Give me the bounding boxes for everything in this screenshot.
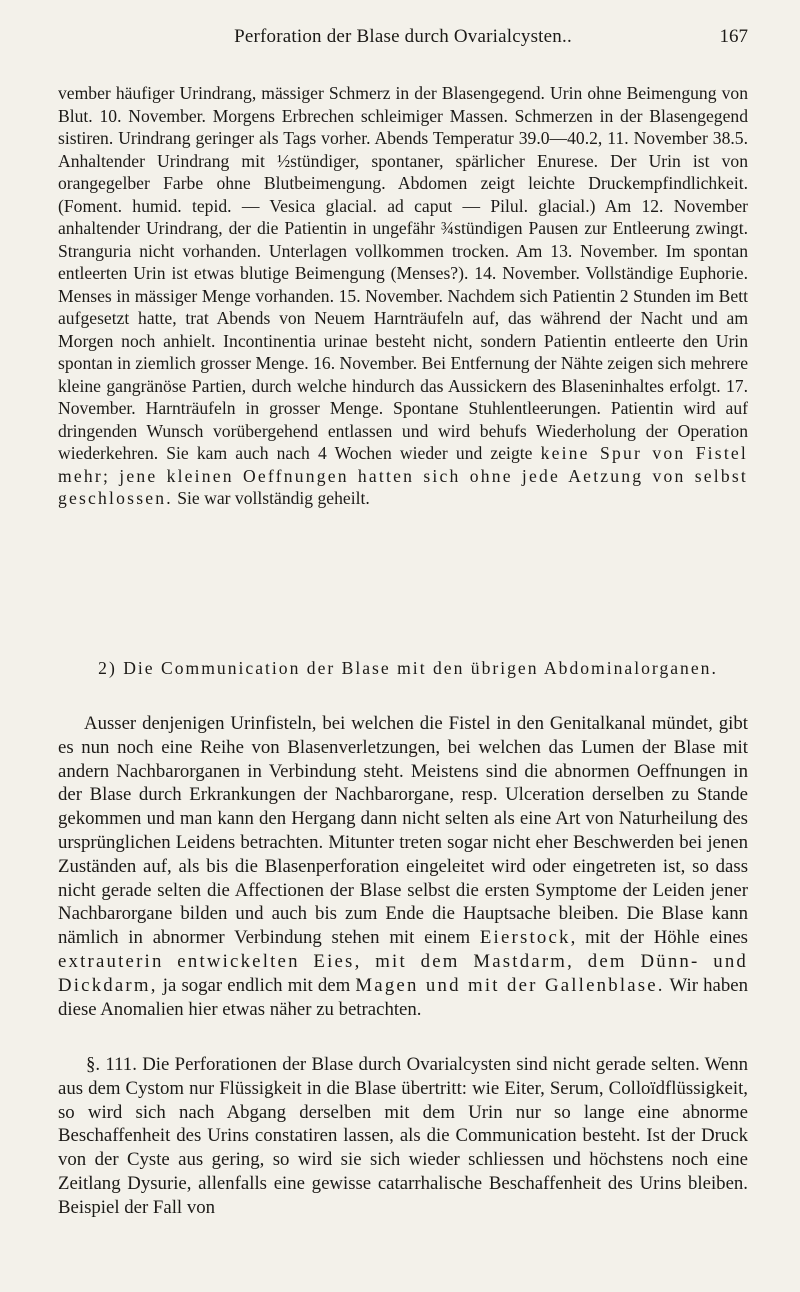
page-number: 167 <box>719 26 748 47</box>
intro-text-end: Wir haben diese Anomalien hier etwas näher zu betrachten. <box>58 974 748 1020</box>
case-report-text-main: vember häufiger Urindrang, mässiger Schmerz in der Blasengegend. Urin ohne Beimengung von Blut. 10. November. Morgens Erbrechen schleimiger Massen. Schmerzen in der Blasengegend sistiren. Urindrang geringer als Tags vorher. Abends Temperatur 39.0—40.2, 11. November 38.5. Anhaltender Urindrang mit ½stündiger, spontaner, spärlicher Enurese. Der Urin ist von orangegelber Farbe ohne Blutbeimengung. Abdomen zeigt leichte Druckempfindlichkeit. (Foment. humid. tepid. — Vesica glacial. ad caput — Pilul. glacial.) Am 12. November anhaltender Urindrang, der die Patientin in ungefähr ¾stündigen Pausen zur Entleerung zwingt. Stranguria nicht vorhanden. Unterlagen vollkommen trocken. Am 13. November. Im spontan entleerten Urin ist etwas blutige Beimengung (Menses?). 14. November. Vollständige Euphorie. Menses in mässiger Menge vorhanden. 15. November. Nachdem sich Patientin 2 Stunden im Bett aufgesetzt hatte, trat Abends von Neuem Harnträufeln auf, das während der Nacht und am Morgen noch anhielt. Incontinentia urinae besteht nicht, sondern Patientin entleerte den Urin spontan in ziemlich grosser Menge. 16. November. Bei Entfernung der Nähte zeigen sich mehrere kleine gangränöse Partien, durch welche hindurch das Aussickern des Blaseninhaltes erfolgt. 17. November. Harnträufeln in grosser Menge. Spontane Stuhlentleerungen. Patientin wird auf dringenden Wunsch vorübergehend entlassen und wird behufs Wiederholung der Operation wiederkehren. Sie kam auch nach 4 Wochen wieder und zeigte <box>58 83 748 463</box>
section-111-paragraph <box>58 1053 748 1220</box>
section-heading: 2) Die Communication der Blase mit den übrigen Abdominalorganen. <box>98 658 718 678</box>
case-report-text <box>58 82 748 510</box>
intro-text <box>58 712 748 1021</box>
case-report-paragraph <box>58 82 748 510</box>
intro-emphasis-ovary: Eierstock <box>479 927 571 949</box>
case-report-text-end: Sie war vollständig geheilt. <box>177 488 370 508</box>
intro-text-connector-2: ja sogar endlich mit dem <box>162 974 351 996</box>
intro-emphasis-organs: extrauterin entwickelten Eies, mit dem Mastdarm, dem Dünn- und Dickdarm, <box>58 950 748 996</box>
intro-paragraph <box>58 712 748 1021</box>
section-111-text: §. 111. Die Perforationen der Blase durch Ovarialcysten sind nicht gerade selten. Wenn aus dem Cystom nur Flüssigkeit in die Blase übertritt: wie Eiter, Serum, Colloïdflüssigkeit, so wird sich nach Abgang derselben mit dem Urin nur so lange eine abnorme Beschaffenheit des Urins constatiren lassen, als die Communication besteht. Ist der Druck von der Cyste aus gering, so wird sie sich wieder schliessen und höchstens noch eine Zeitlang Dysurie, allenfalls eine gewisse catarrhalische Beschaffenheit des Urins bleiben. Beispiel der Fall von <box>58 1054 748 1218</box>
intro-text-connector: , mit der Höhle eines <box>570 927 748 949</box>
intro-emphasis-stomach: Magen und mit der Gallenblase. <box>355 974 665 996</box>
case-report-emphasis: keine Spur von Fistel mehr; jene kleinen Oeffnungen hatten sich ohne jede Aetzung von selbst geschlossen. <box>58 443 748 508</box>
running-head <box>58 26 748 50</box>
running-head-title: Perforation der Blase durch Ovarialcysten.. <box>234 26 572 47</box>
intro-text-main: Ausser denjenigen Urinfisteln, bei welchen die Fistel in den Genitalkanal mündet, gibt es nun noch eine Reihe von Blasenverletzungen, bei welchen das Lumen der Blase mit andern Nachbarorganen in Verbindung steht. Meistens sind die abnormen Oeffnungen in der Blase durch Erkrankungen der Nachbarorgane, resp. Ulceration derselben zu Stande gekommen und man kann den Hergang dann nicht selten als eine Art von Naturheilung des ursprünglichen Leidens betrachten. Mitunter treten sogar nicht eher Beschwerden bei jenen Zuständen auf, als bis die Blasenperforation eingeleitet wird oder eingetreten ist, so dass nicht gerade selten die Affectionen der Blase selbst die ersten Symptome der Leiden jener Nachbarorgane bilden und auch bis zum Ende die Hauptsache bleiben. Die Blase kann nämlich in abnormer Verbindung stehen mit einem <box>58 713 748 949</box>
